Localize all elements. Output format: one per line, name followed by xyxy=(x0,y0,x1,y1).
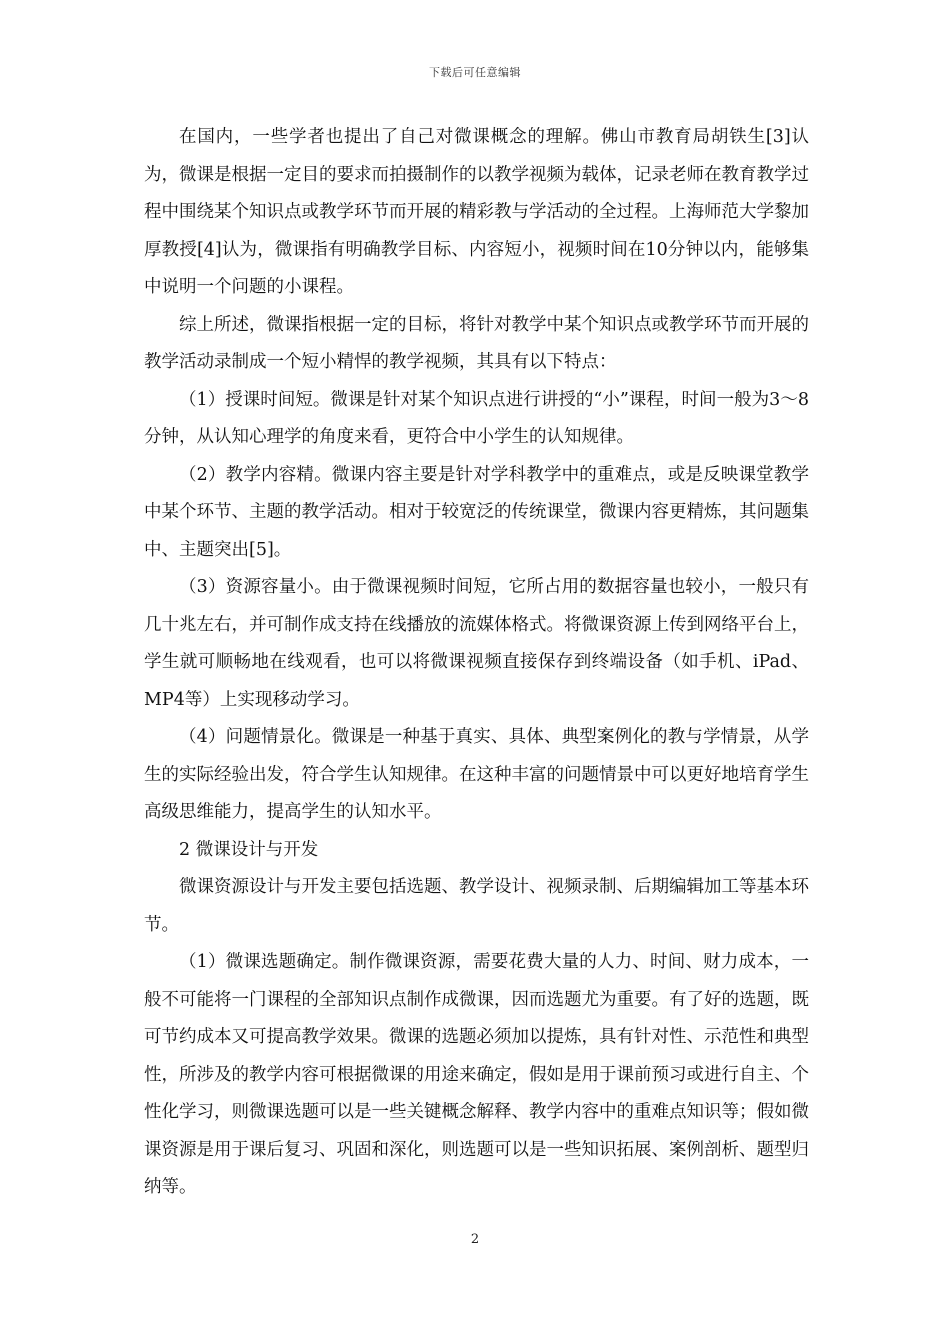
paragraph-concept-domestic: 在国内，一些学者也提出了自己对微课概念的理解。佛山市教育局胡铁生[3]认为，微课是根据一定目的要求而拍摄制作的以教学视频为载体，记录老师在教育教学过程中围绕某个知识点或教学环节而开展的精彩教与学活动的全过程。上海师范大学黎加厚教授[4]认为，微课指有明确教学目标、内容短小，视频时间在10分钟以内，能够集中说明一个问题的小课程。 xyxy=(144,127,809,297)
section-heading: 2 微课设计与开发 xyxy=(179,839,319,860)
paragraph-feature-2: （2）教学内容精。微课内容主要是针对学科教学中的重难点，或是反映课堂教学中某个环节、主题的教学活动。相对于较宽泛的传统课堂，微课内容更精炼，其问题集中、主题突出[5]。 xyxy=(144,464,809,560)
page-header: 下载后可任意编辑 xyxy=(429,66,521,79)
paragraph-feature-3: （3）资源容量小。由于微课视频时间短，它所占用的数据容量也较小，一般只有几十兆左右，并可制作成支持在线播放的流媒体格式。将微课资源上传到网络平台上，学生就可顺畅地在线观看，也可以将微课视频直接保存到终端设备（如手机、iPad、MP4等）上实现移动学习。 xyxy=(144,577,809,710)
paragraph-topic-selection: （1）微课选题确定。制作微课资源，需要花费大量的人力、时间、财力成本，一般不可能将一门课程的全部知识点制作成微课，因而选题尤为重要。有了好的选题，既可节约成本又可提高教学效果。微课的选题必须加以提炼，具有针对性、示范性和典型性，所涉及的教学内容可根据微课的用途来确定，假如是用于课前预习或进行自主、个性化学习，则微课选题可以是一些关键概念解释、教学内容中的重难点知识等；假如微课资源是用于课后复习、巩固和深化，则选题可以是一些知识拓展、案例剖析、题型归纳等。 xyxy=(144,952,809,1197)
paragraph-summary: 综上所述，微课指根据一定的目标，将针对教学中某个知识点或教学环节而开展的教学活动录制成一个短小精悍的教学视频，其具有以下特点： xyxy=(144,314,809,372)
paragraph-feature-1: （1）授课时间短。微课是针对某个知识点进行讲授的“小”课程，时间一般为3～8分钟，从认知心理学的角度来看，更符合中小学生的认知规律。 xyxy=(144,389,809,447)
page-number: 2 xyxy=(470,1232,480,1247)
paragraph-feature-4: （4）问题情景化。微课是一种基于真实、具体、典型案例化的教与学情景，从学生的实际经验出发，符合学生认知规律。在这种丰富的问题情景中可以更好地培育学生高级思维能力，提高学生的认知水平。 xyxy=(144,727,809,822)
document-body xyxy=(144,119,809,1207)
paragraph-design-intro: 微课资源设计与开发主要包括选题、教学设计、视频录制、后期编辑加工等基本环节。 xyxy=(144,877,809,935)
